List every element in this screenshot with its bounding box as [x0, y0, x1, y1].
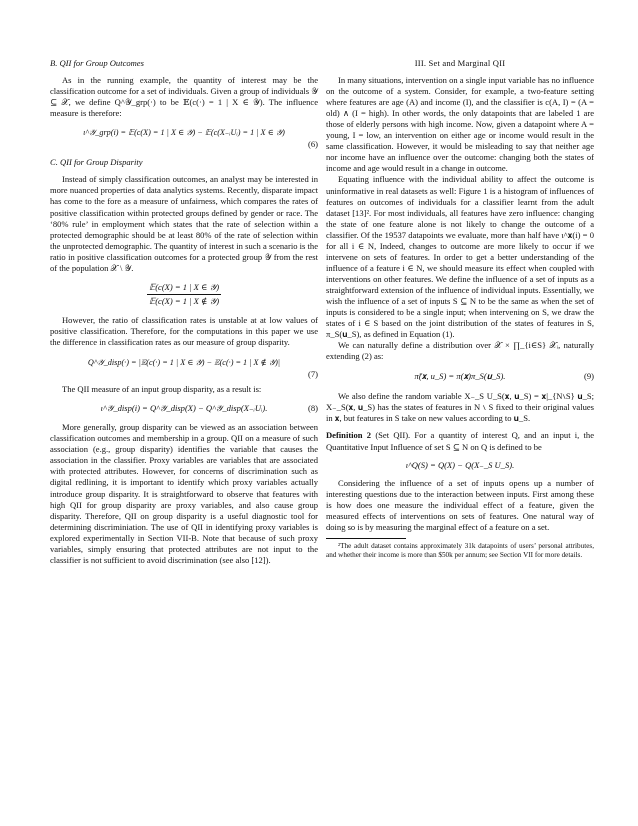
set-qii-equation: ι^Q(S) = Q(X) − Q(X₋_S U_S).	[405, 459, 515, 470]
fraction-numerator: 𝔼(c(X) = 1 | X ∈ 𝒴)	[147, 282, 221, 295]
paragraph: We also define the random variable X₋_S U_S(𝐱, 𝐮_S) = 𝐱|_{N∖S} 𝐮_S; X₋_S(𝐱, 𝐮_S) has the states of features in N ∖ S fixed to their original values in 𝐱, but features in S take on new values according to 𝐮_S.	[326, 391, 594, 424]
section-heading: C. QII for Group Disparity	[50, 157, 143, 168]
section-heading: III. Set and Marginal QII	[414, 58, 506, 68]
equation-body: ι^𝒴_grp(i) = 𝔼(c(X) = 1 | X ∈ 𝒴) − 𝔼(c(X₋ᵢUᵢ) = 1 | X ∈ 𝒴)	[83, 128, 285, 138]
equation-9: π̃(𝐱, u_S) = π(𝐱)π_S(𝐮_S). (9)	[414, 371, 594, 382]
section-heading: B. QII for Group Outcomes	[50, 58, 144, 68]
paragraph: Instead of simply classification outcomes, an analyst may be interested in more nuanced properties of data analytics systems. Recently, disparate impact has come to the fore as a measure of unfairness, which compares the rates of positive classification within protected groups defined by gender or race. The ‘80% rule’ in employment which states that the rate of selection within a protected demographic should be at least 80% of the rate of selection within the unprotected demographic. The quantity of interest in such a scenario is the ratio in positive classification outcomes for a protected group 𝒴 from the rest of the population 𝒳 \ 𝒴.	[50, 174, 318, 273]
equation-6	[50, 127, 318, 138]
definition-label: Definition 2	[326, 430, 372, 441]
right-column	[326, 58, 594, 560]
paragraph: Considering the influence of a set of inputs opens up a number of interesting questions due to the interaction between inputs. First among these is how does one measure the individual effect of a feature, given the measured effects of interventions on sets of features. One natural way of doing so is by measuring the marginal effect of a feature on a set.	[326, 477, 594, 532]
paragraph: The QII measure of an input group disparity, as a result is:	[62, 384, 262, 395]
paragraph: Equating influence with the individual ability to affect the outcome is uninformative in real datasets as well: Figure 1 is a histogram of influences of features on outcomes of individuals for a classifier learnt from the adult dataset [13]². For most individuals, all features have zero influence: changing the state of one feature alone is not likely to change the outcome of a classifier. Of the 19537 datapoints we evaluate, more than half have ι^𝐱(i) = 0 for all i ∈ N, Indeed, changes to outcome are more likely to occur if we intervene on sets of features. In order to get a better understanding of the influence of a feature i ∈ N, we should measure its effect when coupled with interventions on other features. We define the influence of a set of inputs as a straightforward extension of the influence of individual inputs. Essentially, we wish the influence of a set of inputs S ⊆ N to be the same as when the set of inputs is considered to be a single input; when intervening on S, we draw the states of i ∈ S based on the joint distribution of the states of features in S, π_S(𝐮_S), as defined in Equation (1).	[326, 174, 594, 340]
paragraph: As in the running example, the quantity of interest may be the classification outcome for a set of individuals. Given a group of individuals 𝒴 ⊆ 𝒳, we define Q^𝒴_grp(·) to be 𝔼(c(·) = 1 | X ∈ 𝒴). The influence measure is therefore:	[50, 75, 318, 119]
ratio-equation	[50, 282, 318, 307]
definition-text: (Set QII). For a quantity of interest Q, and an input i, the Quantitative Input Influence of set S ⊆ N on Q is defined to be	[326, 430, 594, 452]
equation-8: ι^𝒴_disp(i) = Q^𝒴_disp(X) − Q^𝒴_disp(X₋ᵢUᵢ). (8)	[100, 403, 318, 414]
equation-number: (6)	[308, 139, 318, 150]
equation-number: (8)	[308, 403, 318, 414]
definition	[326, 430, 594, 452]
equation-number: (9)	[584, 371, 594, 382]
footnote-rule	[326, 538, 406, 539]
fraction-denominator: 𝔼(c(X) = 1 | X ∉ 𝒴)	[148, 295, 220, 306]
paragraph: More generally, group disparity can be viewed as an association between classification outcomes and membership in a group. QII on a measure of such association (e.g., group disparity) identifies the variable that causes the association in the classifier. Proxy variables are variables that are associated with protected attributes. However, for concerns of discrimination such as digital redlining, it is important to identify which proxy variables actually introduce group disparity. It is straightforward to observe that features with high QII for group disparity are proxy variables, and also cause group disparity. Therefore, QII on group disparity is a useful diagnostic tool for determining discriminiation. The use of QII in identifying proxy variables is explored experimentally in Section VII-B. Note that because of such proxy variables, simply ensuring that protected attributes are not input to the classifier is not sufficient to avoid discrimination (see also [12]).	[50, 422, 318, 565]
equation-number: (7)	[308, 369, 318, 380]
paragraph: In many situations, intervention on a single input variable has no influence on the outcome of a system. Consider, for example, a two-feature setting where features are age (A) and income (I), and the classifier is c(A, I) = (A = old) ∧ (I = high). In other words, the only datapoints that are labeled 1 are those of elderly persons with high income. Now, given a datapoint where A = young, I = low, an intervention on either age or income would result in the same classification. However, it would be misleading to say that neither age nor income have an influence over the outcome: changing both the states of income and age would result in a change in outcome.	[326, 75, 594, 174]
paragraph: We can naturally define a distribution over 𝒳 × ∏_{i∈S} 𝒳ᵢ, naturally extending (2) as:	[326, 340, 594, 362]
left-column	[50, 58, 318, 566]
equation-7: Q^𝒴_disp(·) = |𝔼(c(·) = 1 | X ∈ 𝒴) − 𝔼(c(·) = 1 | X ∉ 𝒴)|	[87, 358, 281, 368]
paragraph: However, the ratio of classification rates is unstable at at low values of positive classification. Therefore, for the computations in this paper we use the difference in classification rates as our measure of group disparity.	[50, 314, 318, 347]
footnote: ²The adult dataset contains approximately 31k datapoints of users’ personal attributes, and whether their income is more than $50k per annum; see Section VII for more details.	[326, 541, 594, 560]
